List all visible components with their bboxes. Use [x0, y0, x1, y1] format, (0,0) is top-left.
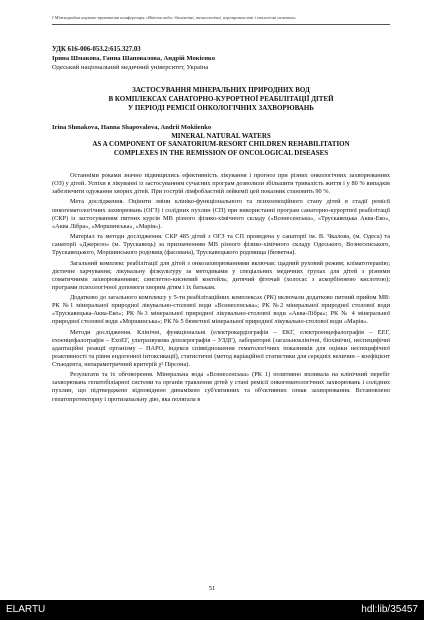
- repository-footer: [0, 600, 424, 620]
- affiliation: Одеський національний медичний університет, Україна: [52, 64, 209, 71]
- paragraph: Методи дослідження. Клінічні, функціональні (електрокардіографія – ЕКГ, електроенцефалографія – ЕЕГ, ехоенцефалографія – ЕхоЕГ, ультразвукова доплерографія – УЗДГ), лабораторні (загальноклінічні, біохімічні, неспецифічні адаптаційні реакції організму – НАРО, індекси співвідношення гематологічних показників для оцінки неспецифічної реактивності та рівня ендогенної інтоксикації), статистичні (метод варіаційної статистики для середніх величин – коефіцієнт Стьюдента, непараметричний критерій χ² Пірсона).: [52, 328, 390, 368]
- title-uk-line: В КОМПЛЕКСАХ САНАТОРНО-КУРОРТНОЇ РЕАБІЛІТАЦІЇ ДІТЕЙ: [108, 95, 334, 103]
- title-en-line: MINERAL NATURAL WATERS: [171, 132, 271, 140]
- paragraph: Матеріал та методи дослідження. СКР 485 дітей з ОГЗ та СП проведена у санаторії ім. В. Чкалова, (м. Одеса) та санаторії «Джерело» (м. Трускавець) за призначенням МВ різного фізико-хімічного складу Одеського, Вознесенського, Трускавецького, Моршинського родовищ (фасована), Трускавецького родовища (бюветна).: [52, 233, 390, 257]
- udk-code: УДК 616-006-053.2:615.327.03: [52, 46, 141, 53]
- title-uk-line: ЗАСТОСУВАННЯ МІНЕРАЛЬНИХ ПРИРОДНИХ ВОД: [132, 86, 310, 94]
- title-english: [52, 132, 390, 157]
- handle-id[interactable]: hdl:lib/35457: [361, 604, 418, 615]
- title-en-line: AS A COMPONENT OF SANATORIUM-RESORT CHILDREN REHABILITATION: [92, 140, 350, 149]
- paragraph: Додатково до загального комплексу у 5-ти реабілітаційних комплексах (РК) включали додатково питний прийом МВ: РК №1 мінеральної природної лікувально-столової води «Вознесенська»; РК №2 мінеральної природної столової води «Трускавецька-Аква-Еко»; РК №3 мінеральної природної лікувально-столової води «Аква-Лібра»; РК № 4 мінеральної природної столової води «Моршинська»; РК № 5 бюветної мінеральної природної лікувально-столової води «Марія».: [52, 294, 390, 326]
- title-en-line: COMPLEXES IN THE REMISSION OF ONCOLOGICAL DISEASES: [113, 148, 329, 157]
- repository-name[interactable]: ELARTU: [6, 604, 46, 615]
- title-ukrainian: [52, 86, 390, 113]
- paragraph: Мета дослідження. Оцінити зміни клініко-функціонального та психоемоційного стану дітей в стадії ремісії онкогематологічних захворювань (ОГЗ) і солідних пухлин (СП) при використанні програм санаторно-курортної реабілітації (СКР) із застосуванням питних курсів МВ різного фізико-хімічного складу («Вознесенська», «Трускавецька Аква-Еко», «Аква Лібра», «Моршинська», «Марія»).: [52, 198, 390, 230]
- page-number: 51: [208, 585, 216, 592]
- conference-header: І Міжнародна науково-практична конференція «Якість води: біохімічні, технологічні, агропромислові і екологічні аспекти»: [52, 15, 297, 20]
- authors-english: Irina Shmakova, Hanna Shapovalova, Andrii Mokiienko: [52, 124, 212, 131]
- paragraph: Останніми роками значно підвищились ефективність лікування і прогноз при різних онкологічних захворюваннях (ОЗ) у дітей. Успіхи в лікуванні із застосуванням сучасних програм дозволили збільшити тривалість життя і у 80 % випадків забезпечити одужання хворих дітей. При гострій лімфобластній лейкемії цей показник становить 90 %.: [52, 172, 390, 196]
- paragraph: Загальний комплекс реабілітації для дітей з онкозахворюваннями включав: щадний руховий режим; кліматотерапію; дієтичне харчування; лікувальну фізкультуру за методиками у спеціальних медичних групах для дітей з різними соматичними захворюваннями; синглетно-кисневий коктейль; дитячий фіточай (холосас з аскорбіновою кислотою); програми психологічної допомоги хворим дітям і їх батькам.: [52, 259, 390, 291]
- article-body: [52, 172, 390, 406]
- authors-ukrainian: Ірина Шмакова, Ганна Шаповалова, Андрій Мокієнко: [52, 55, 216, 62]
- paragraph: Результати та їх обговорення. Мінеральна вода «Вознесенська» (РК 1) позитивно впливала на клінічний перебіг захворювань гепатобіліарної системи та органів травлення дітей у стані ремісії онкогематологічних захворювань і солідних пухлин, що підтверджено відповідною динамікою суб'єктивних та об'єктивних ознак захворювання. Встановлено гепатопротекторну і протизапальну дію, яка полягала в: [52, 371, 390, 403]
- header-divider: [52, 24, 390, 25]
- title-uk-line: У ПЕРІОДІ РЕМІСІЇ ОНКОЛОГІЧНИХ ЗАХВОРЮВАНЬ: [128, 104, 314, 112]
